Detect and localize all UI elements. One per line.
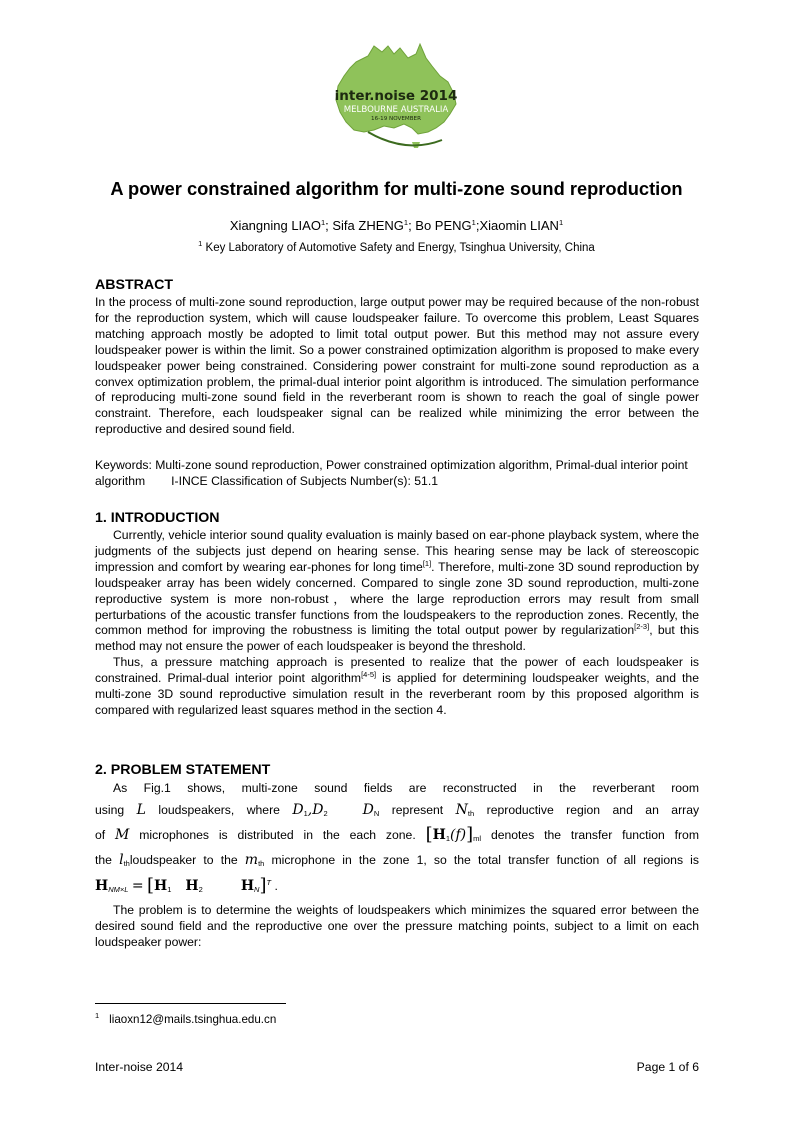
author-affil-mark: 1 bbox=[558, 218, 564, 227]
math-subscript: ml bbox=[473, 834, 482, 843]
text-run: reproductive region and an array bbox=[486, 803, 700, 817]
abstract-heading: ABSTRACT bbox=[95, 277, 174, 293]
math-subscript: 2 bbox=[323, 809, 328, 818]
math-subscript: 1 bbox=[303, 809, 308, 818]
text-run: . bbox=[274, 879, 278, 893]
footnote-email: liaoxn12@mails.tsinghua.edu.cn bbox=[109, 1013, 277, 1026]
text-line: As Fig.1 shows, multi-zone sound fields are reconstructed in the reverberant room bbox=[113, 781, 699, 795]
math-symbol: H bbox=[95, 878, 109, 894]
text-run: Currently, vehicle interior sound quality evaluation is mainly based on ear-phone playback system, where the judgments of the subjects just depend on hearing sense. This hearing sense may be lack of stereoscopic impression and comfort by wearing ear-phones for long time bbox=[95, 528, 699, 574]
text-run: microphone in the zone 1, so the total transfer function of all regions is bbox=[271, 853, 699, 867]
math-subscript: 2 bbox=[198, 885, 203, 894]
paragraph bbox=[95, 528, 699, 655]
citation: [4-5] bbox=[361, 670, 377, 680]
math-subscript: N bbox=[373, 809, 380, 818]
keywords-text: Keywords: Multi-zone sound reproduction, Power constrained optimization algorithm, Primal-dual interior point algorithm bbox=[95, 458, 688, 488]
math-subscript: th bbox=[258, 859, 265, 868]
author-affil-mark: 1 bbox=[403, 218, 409, 227]
text-run: . Therefore, multi-zone 3D sound reproduction by loudspeaker array has been widely concerned. Compared to single zone 3D sound reproduction, multi-zone reproductive system is more non-robust，where the large reproduction errors may result from small perturbations of the acoustic transfer functions from the loudspeakers to the reproduction zones. Recently, the common method for improving the robustness is limiting the total output power by regularization bbox=[95, 559, 699, 638]
text-run: the bbox=[95, 853, 112, 867]
australia-map-icon bbox=[316, 42, 474, 160]
footnote bbox=[95, 1012, 276, 1027]
author-affil-mark: 1 bbox=[320, 218, 326, 227]
author-name: Bo PENG bbox=[415, 218, 472, 233]
math-subscript: 1 bbox=[167, 885, 172, 894]
author-name: Xiangning LIAO bbox=[229, 218, 321, 233]
text-run: Thus, a pressure matching approach is presented to realize that the power of each loudspeaker is constrained. Primal-dual interior point algorithm bbox=[95, 655, 699, 686]
paragraph bbox=[95, 655, 699, 719]
paper-title: A power constrained algorithm for multi-zone sound reproduction bbox=[110, 178, 683, 199]
text-run: is applied for determining loudspeaker weights, and the multi-zone 3D sound reproductive simulation result in the reverberant room by this proposed algorithm is compared with regularized least squares method in the section 4. bbox=[95, 671, 699, 717]
affiliation bbox=[60, 240, 733, 256]
author-name: Sifa ZHENG bbox=[332, 218, 404, 233]
author-separator: ; bbox=[475, 218, 480, 233]
problem-line-3: of M microphones is distributed in the each zone. $[H_1(f)]_{ml}$ denotes the transfer function from bbox=[95, 824, 699, 845]
problem-line-2 bbox=[95, 800, 699, 821]
author-name: Xiaomin LIAN bbox=[479, 218, 559, 233]
problem-line-4 bbox=[95, 850, 699, 871]
problem-line-1 bbox=[95, 781, 699, 797]
affiliation-mark: 1 bbox=[198, 239, 203, 248]
abstract-paragraph: In the process of multi-zone sound reproduction, large output power may be required because of the non-robust for the reproduction system, which will cause loudspeaker failure. To overcome this problem, Least Squares matching approach mostly be adopted to limit total output power. But this method may not assure every loudspeaker power is within the limit. So a power constrained optimization algorithm is proposed to make every loudspeaker power being constrained. Considering power constraint for multi-zone sound reproduction as a convex optimization problem, the primal-dual interior point algorithm is introduced. The simulation performance of reproducing multi-zone sound field in the reverberant room is shown to reach the goal of single power constraint. Therefore, each loudspeaker signal can be realized while minimizing the error between the reproductive and desired sound field. bbox=[95, 295, 699, 437]
author-affil-mark: 1 bbox=[471, 218, 476, 227]
math-symbol: M bbox=[115, 827, 130, 843]
math-symbol: f bbox=[455, 827, 461, 843]
math-symbol: D bbox=[292, 802, 304, 818]
math-subscript: NM×L bbox=[108, 885, 129, 894]
math-symbol: H bbox=[185, 878, 199, 894]
text-run: loudspeakers, where bbox=[158, 803, 280, 817]
section-heading-introduction: 1. INTRODUCTION bbox=[95, 510, 220, 526]
footer-page-number: Page 1 of 6 bbox=[636, 1060, 699, 1074]
introduction-text bbox=[95, 528, 699, 719]
math-symbol: , bbox=[307, 802, 313, 818]
author-list bbox=[60, 217, 733, 235]
paragraph: The problem is to determine the weights of loudspeakers which minimizes the squared error between the desired sound field and the reproductive one over the pressure matching points, subject to a limit on each loudspeaker power: bbox=[95, 903, 699, 949]
footer-conference: Inter-noise 2014 bbox=[95, 1060, 184, 1074]
math-bracket: [ bbox=[425, 824, 433, 845]
citation: [1] bbox=[422, 558, 432, 568]
math-bracket: ] bbox=[259, 875, 267, 896]
math-symbol: D bbox=[312, 802, 324, 818]
math-bracket: ] bbox=[466, 824, 474, 845]
math-symbol: H bbox=[240, 878, 255, 894]
abstract-text bbox=[95, 295, 699, 438]
math-symbol: m bbox=[244, 852, 259, 868]
math-subscript: th bbox=[123, 859, 130, 868]
math-symbol: l bbox=[119, 852, 124, 868]
math-superscript: T bbox=[266, 878, 272, 887]
text-run: denotes the transfer function from bbox=[490, 828, 699, 842]
footnote-divider bbox=[95, 1003, 286, 1004]
transfer-function-equation bbox=[95, 875, 699, 897]
section-heading-problem-statement: 2. PROBLEM STATEMENT bbox=[95, 762, 271, 778]
citation: [2-3] bbox=[634, 622, 650, 632]
problem-paragraph-2 bbox=[95, 903, 699, 951]
math-symbol: L bbox=[136, 802, 146, 818]
conference-logo bbox=[316, 42, 474, 160]
logo-location: MELBOURNE AUSTRALIA bbox=[343, 105, 449, 115]
classification-text: I-INCE Classification of Subjects Number(s): 51.1 bbox=[171, 473, 438, 488]
author-separator: ; bbox=[325, 218, 333, 233]
text-run: of bbox=[95, 828, 106, 842]
logo-date: 16-19 NOVEMBER bbox=[371, 116, 421, 122]
affiliation-text: Key Laboratory of Automotive Safety and Energy, Tsinghua University, China bbox=[202, 242, 595, 254]
math-symbol: D bbox=[362, 802, 374, 818]
footnote-mark: 1 bbox=[95, 1011, 100, 1020]
keywords bbox=[95, 458, 699, 490]
math-subscript: 1 bbox=[445, 834, 451, 843]
text-run: using bbox=[95, 803, 125, 817]
math-subscript: N bbox=[254, 885, 260, 894]
math-symbol: H bbox=[432, 827, 446, 843]
math-symbol: N bbox=[455, 802, 468, 818]
author-separator: ; bbox=[408, 218, 416, 233]
text-run: microphones is distributed in the each zone. bbox=[139, 828, 416, 842]
logo-title: inter.noise 2014 bbox=[334, 88, 458, 104]
math-subscript: th bbox=[467, 809, 475, 818]
math-operator: = bbox=[131, 878, 144, 894]
text-run: represent bbox=[391, 803, 444, 817]
math-symbol: H bbox=[154, 878, 168, 894]
text-run: , but this method may not ensure the power of each loudspeaker is beyond the threshold. bbox=[95, 623, 699, 654]
math-bracket: [ bbox=[146, 875, 154, 896]
text-run: loudspeaker to the bbox=[129, 853, 238, 867]
